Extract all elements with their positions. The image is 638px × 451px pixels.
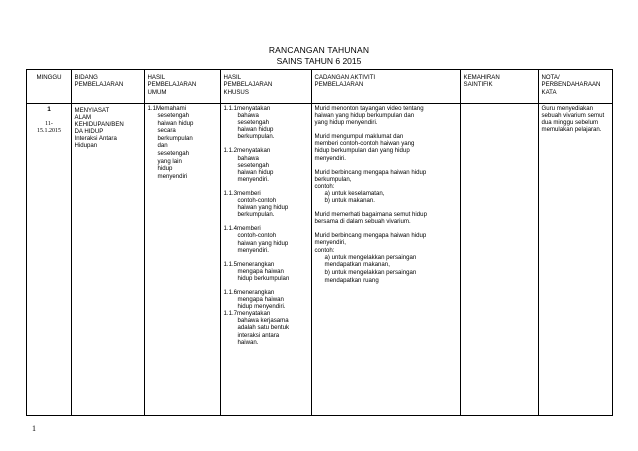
week-number: 1 — [47, 106, 51, 113]
header-minggu: MINGGU — [27, 70, 72, 104]
aktiviti-1: Murid menonton tayangan video tentang haiwan yang hidup berkumpulan dan yang hidup menyendiri. — [314, 105, 424, 127]
header-hpk: HASIL PEMBELAJARAN KHUSUS — [221, 70, 312, 104]
aktiviti-3: Murid berbincang mengapa haiwan hidup berkumpulan, contoh: — [314, 168, 427, 190]
page-number: 1 — [32, 424, 36, 433]
week-dates: 11- 15.1.2015 — [37, 121, 61, 135]
header-aktiviti: CADANGAN AKTIVITI PEMBELAJARAN — [312, 70, 461, 104]
hpk-item: 1.1.1menyatakan bahawa sesetengah haiwan hidup berkumpulan. — [223, 105, 275, 141]
header-kemahiran: KEMAHIRAN SAINTIFIK — [461, 70, 539, 104]
header-hpu: HASIL PEMBELAJARAN UMUM — [145, 70, 221, 104]
cell-hpu — [145, 103, 221, 415]
hpk-item: 1.1.2menyatakan bahawa sesetengah haiwan hidup menyendiri. — [223, 147, 274, 183]
bidang-sub: Interaksi Antara Hidupan — [74, 134, 117, 149]
cell-bidang — [72, 103, 145, 415]
aktiviti-2: Murid mengumpul maklumat dan memberi contoh-contoh haiwan yang hidup berkumpulan dan yang hidup menyendiri. — [314, 133, 415, 162]
header-nota: NOTA/ PERBENDAHARAAN KATA — [539, 70, 613, 104]
aktiviti-5-item: a) untuk mengelakkan persaingan mendapatkan makanan, — [324, 253, 417, 269]
hpu-number: 1.1Memahami — [147, 105, 187, 112]
hpk-item: 1.1.4memberi contoh-contoh haiwan yang hidup menyendiri. — [223, 225, 289, 254]
aktiviti-5-item: b) untuk mengelakkan persaingan mendapatkan ruang — [324, 269, 417, 284]
cell-minggu — [27, 103, 72, 415]
cell-aktiviti — [312, 103, 461, 415]
cell-hpk — [221, 103, 312, 415]
header-bidang: BIDANG PEMBELAJARAN — [72, 70, 145, 104]
document-title: RANCANGAN TAHUNAN — [268, 45, 370, 55]
hpu-text: sesetengah haiwan hidup secara berkumpulan dan sesetengah yang lain hidup menyendiri — [157, 112, 194, 180]
aktiviti-4: Murid memerhati bagaimana semut hidup bersama di dalam sebuah vivarium. — [314, 211, 427, 226]
hpk-item: 1.1.6menerangkan mengapa haiwan hidup menyendiri. — [223, 288, 286, 311]
cell-nota — [539, 103, 613, 415]
cell-kemahiran — [461, 103, 539, 415]
hpk-item: 1.1.5menerangkan mengapa haiwan hidup berkumpulan — [223, 260, 290, 282]
table-header-row — [27, 70, 613, 104]
aktiviti-3-item: b) untuk makanan. — [324, 197, 375, 205]
aktiviti-5: Murid berbincang mengapa haiwan hidup menyendiri, contoh: — [314, 232, 427, 254]
table-row — [27, 103, 613, 415]
document-subtitle: SAINS TAHUN 6 2015 — [276, 56, 362, 66]
nota-text: Guru menyediakan sebuah vivarium semut dua minggu sebelum memulakan pelajaran. — [541, 105, 605, 134]
annual-plan-table — [26, 69, 613, 416]
bidang-main: MENYIASAT ALAM KEHIDUPAN/BEN DA HIDUP — [74, 106, 124, 135]
aktiviti-3-item: a) untuk keselamatan, — [324, 189, 385, 197]
hpk-item: 1.1.3memberi contoh-contoh haiwan yang hidup berkumpulan. — [223, 189, 289, 219]
hpk-item: 1.1.7menyatakan bahawa kerjasama adalah satu bentuk interaksi antara haiwan. — [223, 310, 289, 346]
